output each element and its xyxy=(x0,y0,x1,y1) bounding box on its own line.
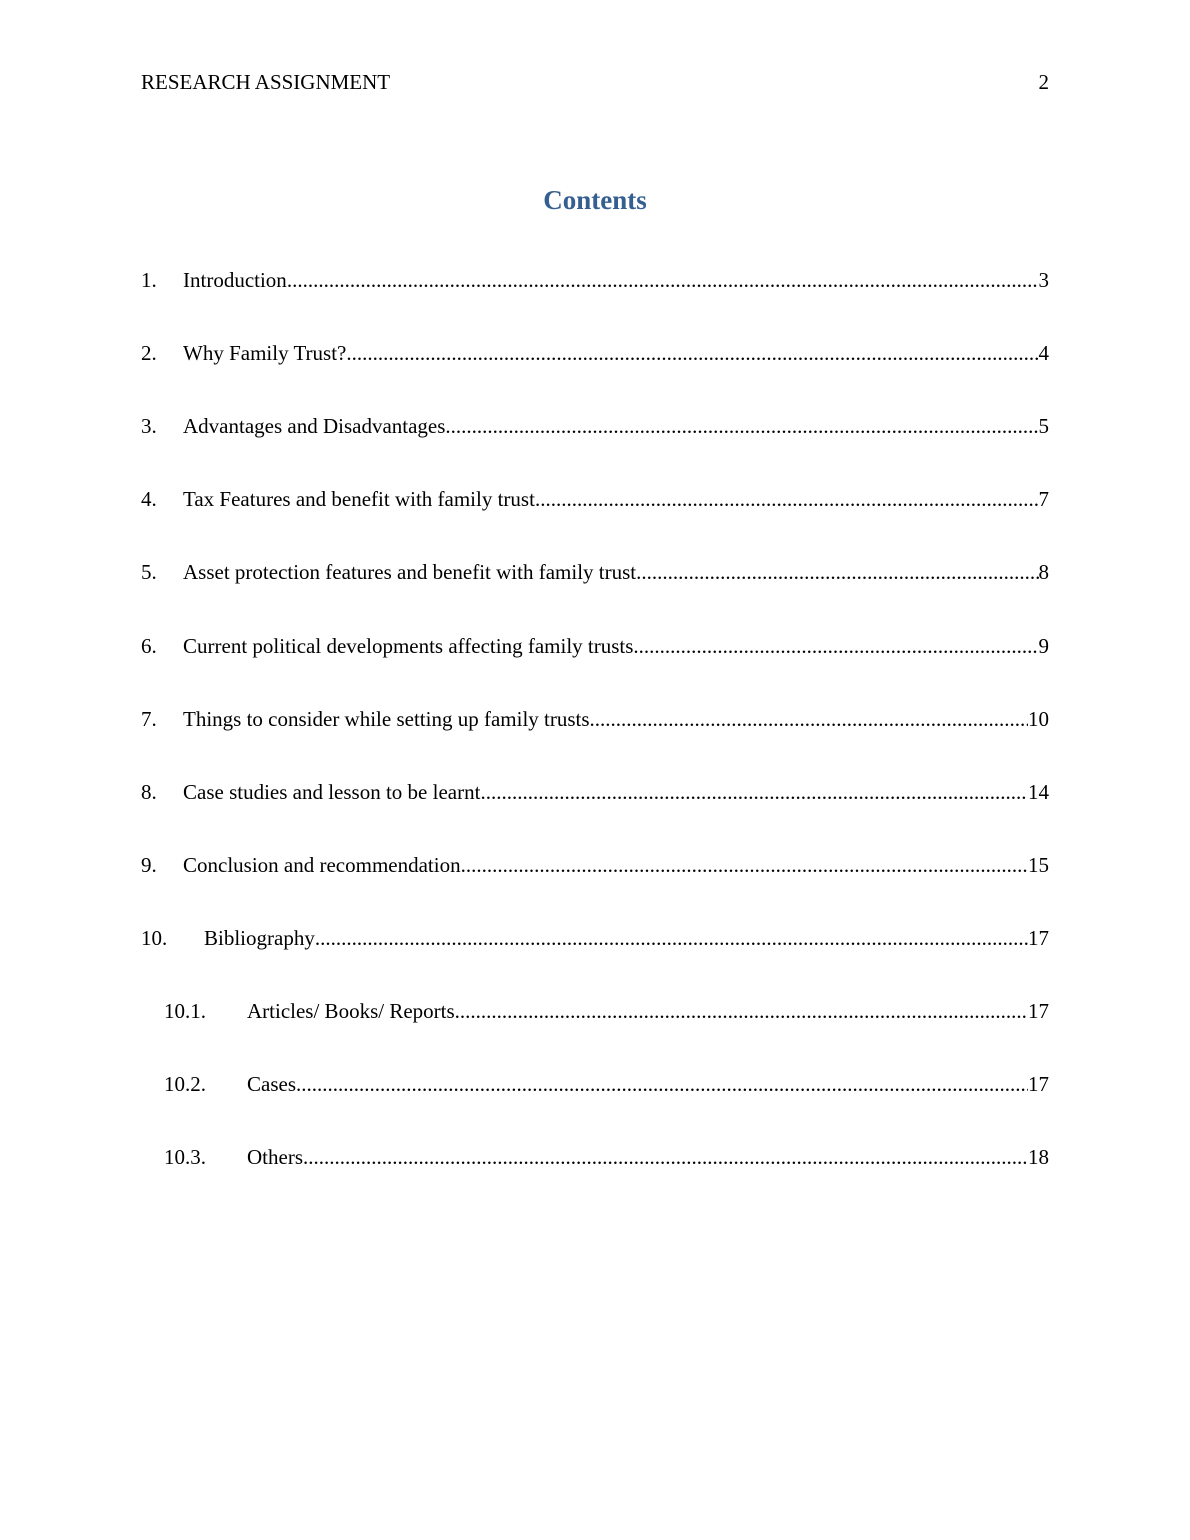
toc-entry-text: Bibliography xyxy=(204,926,315,950)
toc-entry-text: Case studies and lesson to be learnt xyxy=(183,780,481,804)
toc-entry-page: 9 xyxy=(1038,634,1049,658)
toc-entry-text: Others xyxy=(247,1145,303,1169)
toc-subentry-cases[interactable] xyxy=(164,1072,1049,1102)
toc-entry-case-studies[interactable] xyxy=(141,780,1049,810)
toc-subentry-others[interactable] xyxy=(164,1145,1049,1175)
toc-entry-number: 4. xyxy=(141,487,157,511)
toc-entry-text: Articles/ Books/ Reports xyxy=(247,999,455,1023)
toc-entry-conclusion[interactable] xyxy=(141,853,1049,883)
toc-entry-number: 7. xyxy=(141,707,157,731)
toc-dot-leader xyxy=(461,853,1028,878)
toc-dot-leader xyxy=(633,634,1038,659)
toc-entry-number: 2. xyxy=(141,341,157,365)
toc-entry-text: Advantages and Disadvantages xyxy=(183,414,446,438)
toc-subentry-articles-books-reports[interactable] xyxy=(164,999,1049,1029)
toc-dot-leader xyxy=(445,414,1038,439)
toc-title: Contents xyxy=(543,185,647,215)
toc-entry-page: 17 xyxy=(1028,1072,1049,1096)
toc-entry-number: 10.3. xyxy=(164,1145,206,1169)
page-number: 2 xyxy=(1038,70,1049,94)
toc-entry-number: 6. xyxy=(141,634,157,658)
toc-entry-page: 7 xyxy=(1038,487,1049,511)
toc-dot-leader xyxy=(346,341,1038,366)
toc-entry-text: Tax Features and benefit with family trust xyxy=(183,487,535,511)
toc-entry-why-family-trust[interactable] xyxy=(141,341,1049,371)
toc-entry-number: 9. xyxy=(141,853,157,877)
toc-dot-leader xyxy=(636,560,1038,585)
toc-entry-text: Conclusion and recommendation xyxy=(183,853,461,877)
toc-entry-number: 1. xyxy=(141,268,157,292)
toc-entry-page: 14 xyxy=(1028,780,1049,804)
toc-entry-number: 10.1. xyxy=(164,999,206,1023)
toc-dot-leader xyxy=(590,707,1028,732)
toc-dot-leader xyxy=(303,1145,1028,1170)
toc-entry-page: 17 xyxy=(1028,926,1049,950)
toc-entry-text: Things to consider while setting up family trusts xyxy=(183,707,590,731)
toc-entry-page: 5 xyxy=(1038,414,1049,438)
toc-entry-text: Current political developments affecting family trusts xyxy=(183,634,634,658)
toc-entry-page: 10 xyxy=(1028,707,1049,731)
toc-dot-leader xyxy=(455,999,1028,1024)
toc-entry-political-developments[interactable] xyxy=(141,634,1049,664)
toc-entry-advantages[interactable] xyxy=(141,414,1049,444)
toc-entry-number: 5. xyxy=(141,560,157,584)
toc-entry-asset-protection[interactable] xyxy=(141,560,1049,590)
page-header xyxy=(141,70,1049,98)
toc-entry-text: Why Family Trust? xyxy=(183,341,347,365)
toc-entry-page: 17 xyxy=(1028,999,1049,1023)
toc-entry-page: 15 xyxy=(1028,853,1049,877)
toc-dot-leader xyxy=(480,780,1028,805)
toc-entry-page: 4 xyxy=(1038,341,1049,365)
toc-entry-page: 8 xyxy=(1038,560,1049,584)
toc-entry-bibliography[interactable] xyxy=(141,926,1049,956)
toc-entry-number: 8. xyxy=(141,780,157,804)
toc-dot-leader xyxy=(535,487,1039,512)
toc-entry-number: 3. xyxy=(141,414,157,438)
toc-entry-text: Cases xyxy=(247,1072,296,1096)
toc-entry-number: 10. xyxy=(141,926,168,950)
toc-entry-text: Introduction xyxy=(183,268,287,292)
toc-entry-tax-features[interactable] xyxy=(141,487,1049,517)
toc-dot-leader xyxy=(287,268,1039,293)
toc-entry-things-to-consider[interactable] xyxy=(141,707,1049,737)
toc-entry-introduction[interactable] xyxy=(141,268,1049,298)
toc-dot-leader xyxy=(315,926,1028,951)
toc-entry-number: 10.2. xyxy=(164,1072,206,1096)
toc-dot-leader xyxy=(296,1072,1028,1097)
toc-entry-page: 3 xyxy=(1038,268,1049,292)
toc-entry-page: 18 xyxy=(1028,1145,1049,1169)
running-title: RESEARCH ASSIGNMENT xyxy=(141,70,391,94)
toc-entry-text: Asset protection features and benefit with family trust xyxy=(183,560,637,584)
